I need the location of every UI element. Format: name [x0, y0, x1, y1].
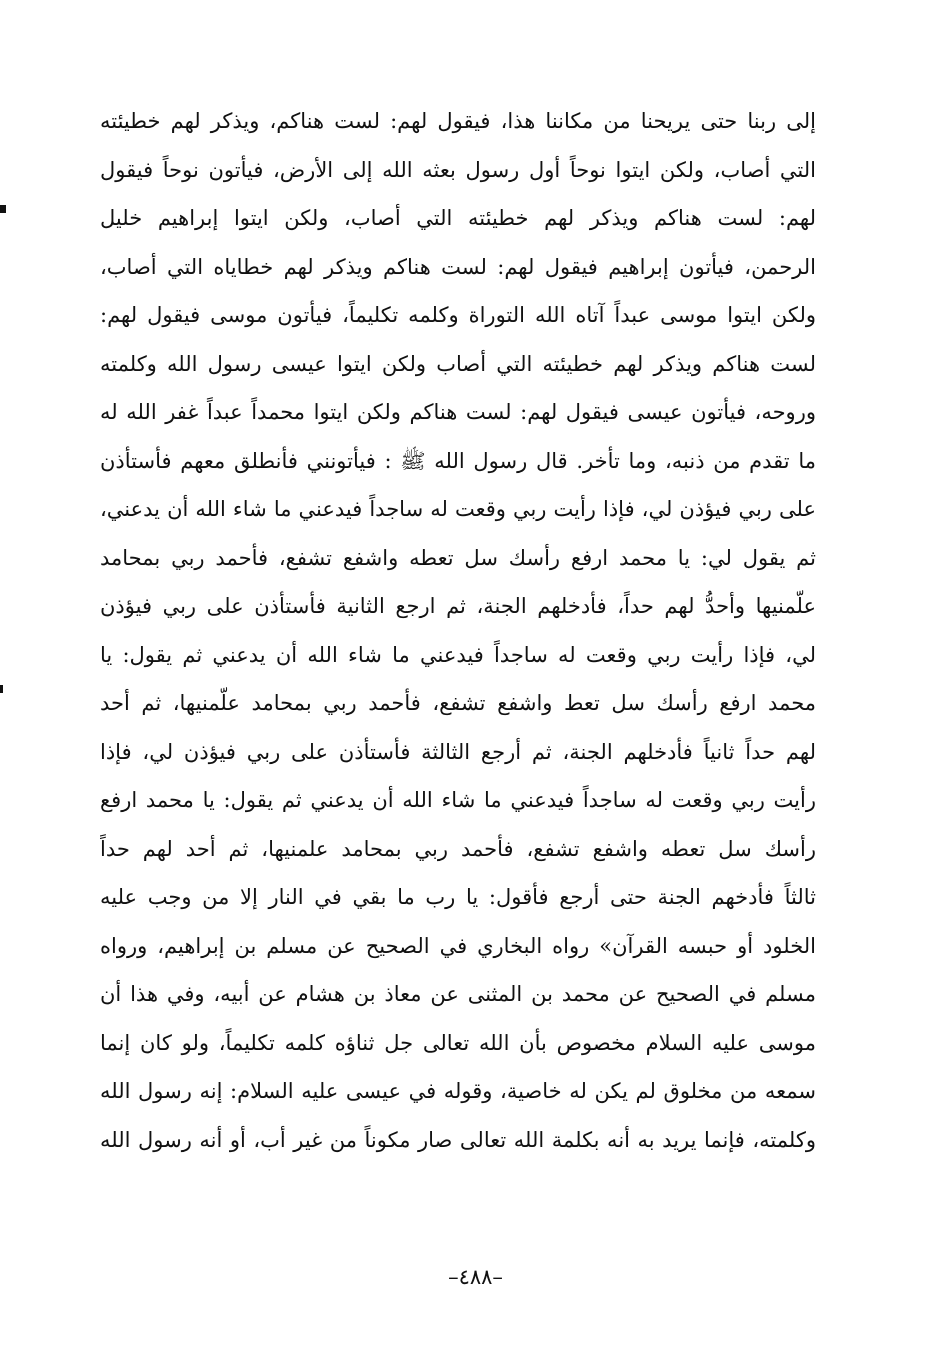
text-line: وروحه، فيأتون عيسى فيقول لهم: لست هناكم ولكن ايتوا محمداً عبداً غفر الله له	[100, 400, 816, 424]
text-line: إلى ربنا حتى يريحنا من مكاننا هذا، فيقول لهم: لست هناكم، ويذكر لهم خطيئته	[100, 109, 816, 133]
text-line: ثم يقول لي: يا محمد ارفع رأسك سل تعطه واشفع تشفع، فأحمد ربي بمحامد	[100, 545, 816, 570]
text-line: لي، فإذا رأيت ربي وقعت له ساجداً فيدعني ما شاء الله أن يدعني ثم يقول: يا	[100, 642, 816, 667]
text-line: مسلم في الصحيح عن محمد بن المثنى عن معاذ بن هشام عن أبيه، وفي هذا أن	[100, 982, 816, 1006]
text-line: التي أصاب، ولكن ايتوا نوحاً أول رسول بعثه الله إلى الأرض، فيأتون نوحاً فيقول	[100, 157, 816, 182]
text-line: وكلمته، فإنما يريد به أنه بكلمة الله تعالى صار مكوناً من غير أب، أو أنه رسول الله	[100, 1127, 816, 1152]
scan-edge-mark	[0, 205, 6, 213]
text-line: لهم: لست هناكم ويذكر لهم خطيئته التي أصاب، ولكن ايتوا إبراهيم خليل	[100, 206, 816, 230]
text-line: ما تقدم من ذنبه، وما تأخر. قال رسول الله ﷺ : فيأتونني فأنطلق معهم فأستأذن	[100, 448, 816, 473]
text-line: سمعه من مخلوق لم يكن له خاصية، وقوله في عيسى عليه السلام: إنه رسول الله	[100, 1079, 816, 1103]
text-line: على ربي فيؤذن لي، فإذا رأيت ربي وقعت له ساجداً فيدعني ما شاء الله أن يدعني،	[100, 497, 816, 521]
text-line: الرحمن، فيأتون إبراهيم فيقول لهم: لست هناكم ويذكر لهم خطاياه التي أصاب،	[100, 254, 816, 279]
text-line: علّمنيها وأحدُّ لهم حداً، فأدخلهم الجنة، ثم ارجع الثانية فأستأذن على ربي فيؤذن	[100, 594, 816, 618]
page-number: –٤٨٨–	[448, 1265, 503, 1289]
text-line: الخلود أو حبسه القرآن» رواه البخاري في الصحيح عن مسلم بن إبراهيم، ورواه	[100, 933, 816, 958]
text-line: لهم حداً ثانياً فأدخلهم الجنة، ثم أرجع الثالثة فأستأذن على ربي فيؤذن لي، فإذا	[100, 739, 816, 764]
body-text	[100, 97, 816, 1164]
text-line: ولكن ايتوا موسى عبداً آتاه الله التوراة وكلمه تكليماً، فيأتون موسى فيقول لهم:	[100, 303, 816, 327]
scan-edge-mark	[0, 685, 3, 693]
text-line: ثالثاً فأدخهم الجنة حتى أرجع فأقول: يا رب ما بقي في النار إلا من وجب عليه	[100, 885, 816, 909]
text-line: محمد ارفع رأسك سل تعط واشفع تشفع، فأحمد ربي بمحامد علّمنيها، ثم أحد	[100, 691, 816, 715]
text-line: لست هناكم ويذكر لهم خطيئته التي أصاب ولكن ايتوا عيسى رسول الله وكلمته	[100, 351, 816, 376]
text-line: رأيت ربي وقعت له ساجداً فيدعني ما شاء الله أن يدعني ثم يقول: يا محمد ارفع	[100, 788, 816, 812]
text-line: رأسك سل تعطه واشفع تشفع، فأحمد ربي بمحامد علمنيها، ثم أحد لهم حداً	[100, 836, 816, 861]
text-line: موسى عليه السلام مخصوص بأن الله تعالى جل ثناؤه كلمه تكليماً، ولو كان إنما	[100, 1030, 816, 1055]
